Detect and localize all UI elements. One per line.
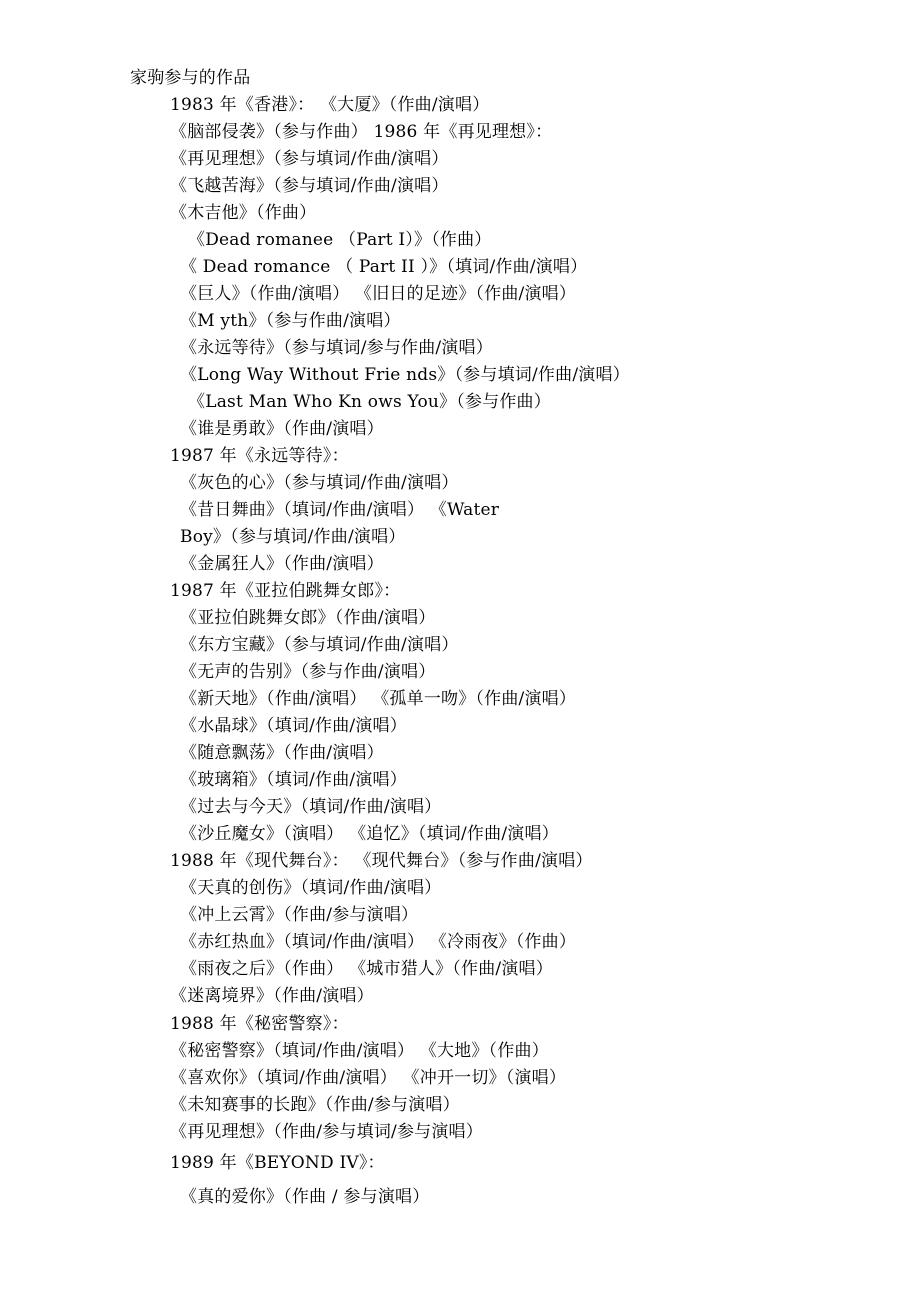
text-line: 《再见理想》（参与填词/作曲/演唱）	[170, 149, 449, 169]
text-line: 《天真的创伤》（填词/作曲/演唱）	[180, 878, 442, 898]
text-line: 《沙丘魔女》（演唱） 《追忆》（填词/作曲/演唱）	[180, 824, 559, 844]
text-line: 《玻璃箱》（填词/作曲/演唱）	[180, 770, 407, 790]
text-line: 《秘密警察》（填词/作曲/演唱） 《大地》（作曲）	[170, 1041, 549, 1061]
text-line: 1987 年《亚拉伯跳舞女郎》：	[170, 581, 401, 601]
text-line: 《永远等待》（参与填词/参与作曲/演唱）	[180, 338, 493, 358]
text-line: Boy》（参与填词/作曲/演唱）	[180, 527, 406, 547]
text-line: 1987 年《永远等待》：	[170, 446, 349, 466]
text-line: 《脑部侵袭》（参与作曲） 1986 年《再见理想》：	[170, 122, 553, 142]
text-line: 《谁是勇敢》（作曲/演唱）	[180, 419, 384, 439]
text-line: 《随意飘荡》（作曲/演唱）	[180, 743, 384, 763]
text-line: 《新天地》（作曲/演唱） 《孤单一吻》（作曲/演唱）	[180, 689, 577, 709]
text-line: 《冲上云霄》（作曲/参与演唱）	[180, 905, 419, 925]
text-line: 《Long Way Without Frie nds》（参与填词/作曲/演唱）	[180, 365, 630, 385]
text-line: 1983 年《香港》： 《大厦》（作曲/演唱）	[170, 95, 490, 115]
text-line: 《过去与今天》（填词/作曲/演唱）	[180, 797, 442, 817]
text-line: 《M yth》（参与作曲/演唱）	[180, 311, 401, 331]
text-line: 1988 年《现代舞台》： 《现代舞台》（参与作曲/演唱）	[170, 851, 593, 871]
text-line: 1989 年《BEYOND IV》：	[170, 1153, 385, 1173]
text-line: 《迷离境界》（作曲/演唱）	[170, 986, 374, 1006]
text-line: 《真的爱你》（作曲 / 参与演唱）	[180, 1187, 430, 1207]
document-title: 家驹参与的作品	[130, 68, 251, 88]
text-line: 《亚拉伯跳舞女郎》（作曲/演唱）	[180, 608, 436, 628]
text-line: 《喜欢你》（填词/作曲/演唱） 《冲开一切》（演唱）	[170, 1068, 567, 1088]
text-line: 《 Dead romance （ Part II ）》（填词/作曲/演唱）	[180, 257, 588, 277]
text-line: 《灰色的心》（参与填词/作曲/演唱）	[180, 473, 459, 493]
text-line: 《东方宝藏》（参与填词/作曲/演唱）	[180, 635, 459, 655]
text-line: 《木吉他》（作曲）	[170, 203, 317, 223]
text-line: 《巨人》（作曲/演唱） 《旧日的足迹》（作曲/演唱）	[180, 284, 577, 304]
text-line: 《金属狂人》（作曲/演唱）	[180, 554, 384, 574]
text-line: 《Dead romanee （Part I）》（作曲）	[188, 230, 492, 250]
text-line: 《未知赛事的长跑》（作曲/参与演唱）	[170, 1095, 460, 1115]
text-line: 《昔日舞曲》（填词/作曲/演唱） 《Water	[180, 500, 500, 520]
text-line: 《水晶球》（填词/作曲/演唱）	[180, 716, 407, 736]
text-line: 《Last Man Who Kn ows You》（参与作曲）	[188, 392, 551, 412]
text-line: 《雨夜之后》（作曲） 《城市猎人》（作曲/演唱）	[180, 959, 553, 979]
text-line: 《飞越苦海》（参与填词/作曲/演唱）	[170, 176, 449, 196]
text-line: 《无声的告别》（参与作曲/演唱）	[180, 662, 436, 682]
text-line: 1988 年《秘密警察》：	[170, 1014, 349, 1034]
text-line: 《再见理想》（作曲/参与填词/参与演唱）	[170, 1122, 483, 1142]
text-line: 《赤红热血》（填词/作曲/演唱） 《冷雨夜》（作曲）	[180, 932, 577, 952]
